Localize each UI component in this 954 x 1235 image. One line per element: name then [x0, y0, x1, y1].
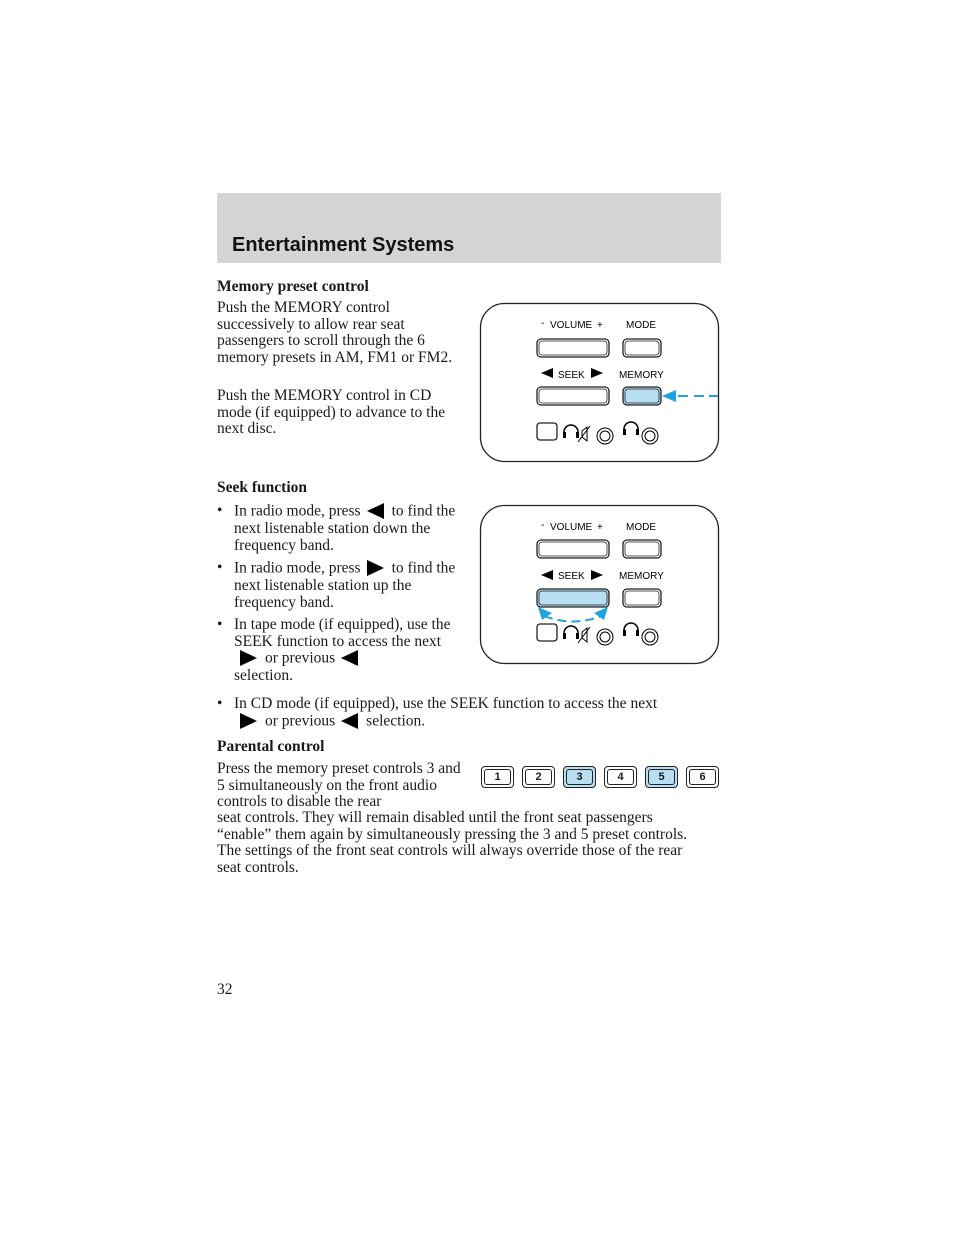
power-button[interactable]	[537, 423, 557, 440]
seek-bullet-1: • In radio mode, press to find the next listenable station down the frequency band.	[217, 503, 467, 554]
section-title: Entertainment Systems	[232, 234, 455, 256]
mode-button[interactable]	[623, 339, 661, 357]
volume-button[interactable]	[537, 339, 609, 357]
preset-button-5[interactable]: 5	[645, 766, 678, 788]
seek-previous-icon	[341, 713, 358, 729]
preset-button-4[interactable]: 4	[604, 766, 637, 788]
volume-plus-label: +	[597, 320, 603, 331]
volume-label: VOLUME	[550, 522, 593, 533]
rear-audio-panel-seek	[478, 503, 724, 669]
parental-paragraph-bottom: seat controls. They will remain disabled until the front seat passengers “enable” them again by simultaneously pressing the 3 and 5 preset controls. The settings of the front seat controls will always override those of the rear seat controls.	[217, 809, 688, 876]
preset-button-3[interactable]: 3	[563, 766, 596, 788]
seek-previous-icon	[341, 650, 358, 666]
rear-audio-panel-memory	[478, 301, 724, 467]
seek-next-icon	[240, 713, 257, 729]
seek-button[interactable]	[537, 589, 609, 607]
memory-label: MEMORY	[619, 370, 664, 381]
seek-bullet-3: • In tape mode (if equipped), use the SEEK function to access the nextor previous selection.	[217, 617, 467, 685]
seek-left-icon	[367, 503, 384, 519]
preset-buttons	[480, 766, 720, 790]
seek-heading: Seek function	[217, 479, 307, 496]
page-number: 32	[217, 981, 233, 998]
mode-label: MODE	[626, 320, 656, 331]
section-header-band	[217, 193, 721, 263]
mode-button[interactable]	[623, 540, 661, 558]
memory-heading: Memory preset control	[217, 278, 369, 295]
mode-label: MODE	[626, 522, 656, 533]
seek-button[interactable]	[537, 387, 609, 405]
seek-bullets-cd	[217, 696, 687, 737]
volume-minus-label: -	[541, 520, 545, 531]
power-button[interactable]	[537, 624, 557, 641]
seek-label: SEEK	[558, 571, 585, 582]
seek-label: SEEK	[558, 370, 585, 381]
memory-label: MEMORY	[619, 571, 664, 582]
volume-minus-label: -	[541, 318, 545, 329]
parental-heading: Parental control	[217, 738, 325, 755]
seek-bullet-2: • In radio mode, press to find the next listenable station up the frequency band.	[217, 560, 467, 611]
memory-paragraph-1: Push the MEMORY control successively to allow rear seat passengers to scroll through the 6 memory presets in AM, FM1 or FM2.	[217, 299, 453, 366]
seek-bullet-4: • In CD mode (if equipped), use the SEEK function to access the nextor previous selection.	[217, 696, 687, 731]
parental-paragraph-top: Press the memory preset controls 3 and 5 simultaneously on the front audio controls to disable the rear	[217, 760, 461, 810]
seek-bullets	[217, 503, 467, 691]
volume-button[interactable]	[537, 540, 609, 558]
volume-label: VOLUME	[550, 320, 593, 331]
memory-paragraph-2: Push the MEMORY control in CD mode (if equipped) to advance to the next disc.	[217, 387, 446, 437]
preset-button-1[interactable]: 1	[481, 766, 514, 788]
seek-right-icon	[367, 560, 384, 576]
preset-button-2[interactable]: 2	[522, 766, 555, 788]
preset-button-6[interactable]: 6	[686, 766, 719, 788]
memory-button[interactable]	[623, 387, 661, 405]
seek-next-icon	[240, 650, 257, 666]
volume-plus-label: +	[597, 522, 603, 533]
memory-button[interactable]	[623, 589, 661, 607]
